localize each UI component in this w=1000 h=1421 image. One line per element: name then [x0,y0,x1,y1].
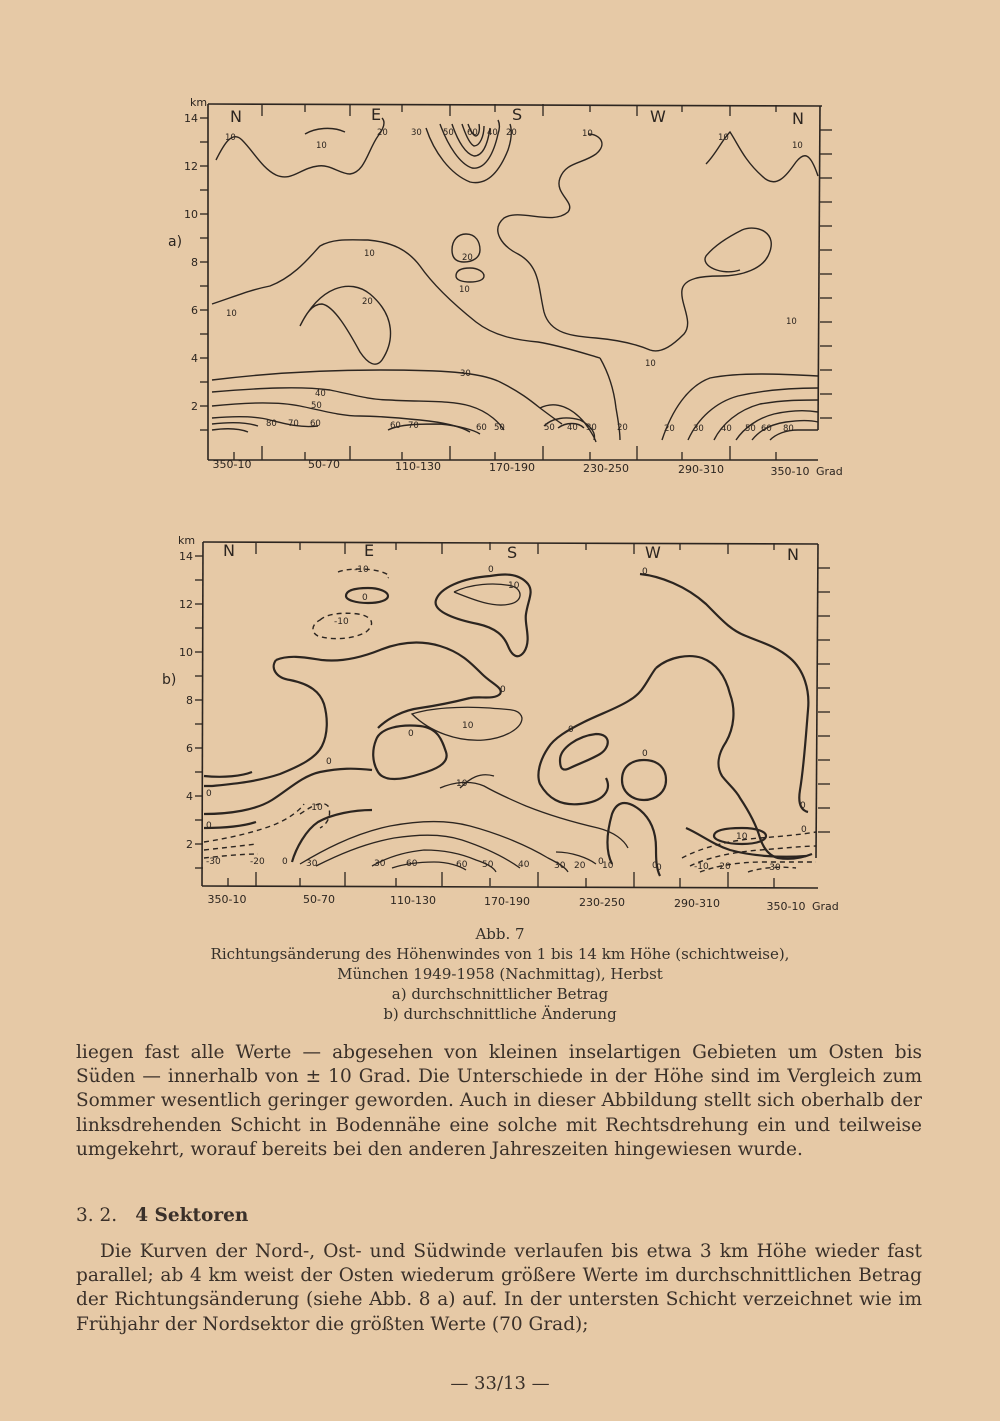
y-tick-labels-b [179,550,193,851]
svg-text:10: 10 [645,359,656,369]
caption-line-2: München 1949-1958 (Nachmittag), Herbst [337,965,663,983]
svg-text:0: 0 [642,567,648,577]
svg-text:10: 10 [736,832,748,842]
svg-text:30: 30 [586,423,597,433]
svg-text:-30: -30 [206,857,221,867]
svg-text:S: S [507,543,518,562]
grad-label-a: Grad [816,465,843,478]
contour-chart-a [0,90,1000,490]
svg-text:20: 20 [574,861,586,871]
y-tick-marks-a [200,118,208,430]
caption-line-3: a) durchschnittlicher Betrag [391,985,609,1003]
svg-text:350-10: 350-10 [212,458,252,471]
svg-text:30: 30 [460,369,471,379]
contour-value-labels-b [206,565,807,873]
caption-number: Abb. 7 [475,925,525,943]
svg-text:N: N [792,109,804,128]
svg-text:50-70: 50-70 [303,893,335,906]
svg-text:10: 10 [582,129,593,139]
svg-text:350-10: 350-10 [770,465,810,478]
svg-text:W: W [650,107,666,126]
svg-text:30: 30 [693,424,704,434]
svg-text:110-130: 110-130 [395,460,441,473]
figure-caption [0,924,1000,1024]
svg-text:10: 10 [184,208,198,221]
svg-text:10: 10 [462,721,474,731]
svg-text:0: 0 [652,861,658,871]
svg-text:70: 70 [288,419,299,429]
x-tick-labels-a [213,458,810,478]
svg-text:14: 14 [179,550,193,563]
section-title: 4 Sektoren [135,1205,249,1226]
svg-text:N: N [223,541,235,560]
svg-text:10: 10 [226,309,237,319]
svg-text:10: 10 [364,249,375,259]
x-axis-b [202,886,818,888]
svg-text:290-310: 290-310 [678,463,724,476]
svg-text:0: 0 [801,825,807,835]
svg-text:50-70: 50-70 [308,458,340,471]
svg-text:N: N [787,545,799,564]
svg-text:60: 60 [476,423,487,433]
svg-text:40: 40 [518,860,530,870]
svg-text:170-190: 170-190 [489,461,535,474]
svg-text:10: 10 [786,317,797,327]
svg-text:N: N [230,107,242,126]
contour-lines-b [204,574,812,876]
svg-text:-20: -20 [716,862,731,872]
svg-text:0: 0 [800,801,806,811]
svg-text:110-130: 110-130 [390,894,436,907]
contour-chart-b [0,528,1000,920]
svg-text:10: 10 [316,141,327,151]
svg-text:60: 60 [310,419,321,429]
svg-text:4: 4 [191,352,198,365]
svg-text:0: 0 [206,821,212,831]
section-heading [76,1205,248,1226]
svg-text:70: 70 [408,421,419,431]
svg-text:80: 80 [783,424,794,434]
svg-text:-10: -10 [694,862,709,872]
svg-text:S: S [512,105,523,124]
svg-text:E: E [371,105,382,124]
svg-text:10: 10 [179,646,193,659]
figure-panel-b [0,528,1000,920]
paragraph-1: liegen fast alle Werte — abgesehen von kleinen inselartigen Gebieten um Osten bis Süden — innerhalb von ± 10 Grad. Die Unterschiede in der Höhe sind im Vergleich zum Sommer wesentlich geringer geworden. Auch in dieser Abbildung stellt sich oberhalb der linksdrehenden Schicht in Bodennähe eine solche mit Rechtsdrehung ein und teilweise umgekehrt, worauf bereits bei den anderen Jahreszeiten hingewiesen wurde. [76,1042,922,1160]
svg-text:20: 20 [617,423,628,433]
grad-label-b: Grad [812,900,839,913]
svg-text:230-250: 230-250 [583,462,629,475]
svg-text:80: 80 [266,419,277,429]
svg-text:30: 30 [411,128,422,138]
svg-text:W: W [645,543,661,562]
svg-text:50: 50 [745,424,756,434]
right-tick-marks-a [820,130,832,418]
negative-contour-lines-b [204,569,816,872]
svg-text:0: 0 [282,857,288,867]
svg-text:10: 10 [456,779,468,789]
svg-text:60: 60 [467,128,478,138]
svg-text:10: 10 [602,861,614,871]
page-number: — 33/13 — [450,1373,550,1394]
svg-text:-10: -10 [334,617,349,627]
svg-text:10: 10 [792,141,803,151]
right-tick-marks-b [818,568,830,832]
svg-text:0: 0 [656,863,662,873]
x-tick-labels-b [208,893,806,913]
svg-text:20: 20 [377,128,388,138]
svg-text:0: 0 [326,757,332,767]
svg-text:0: 0 [568,725,574,735]
panel-letter-b: b) [162,672,177,688]
panel-letter-a: a) [168,234,183,250]
svg-text:8: 8 [186,694,193,707]
svg-text:0: 0 [598,857,604,867]
svg-text:0: 0 [500,685,506,695]
svg-text:8: 8 [191,256,198,269]
y-tick-labels-a [184,112,198,413]
svg-text:50: 50 [443,128,454,138]
svg-text:-10: -10 [354,565,369,575]
svg-text:50: 50 [482,860,494,870]
caption-line-4: b) durchschnittliche Änderung [383,1005,617,1023]
svg-text:50: 50 [544,423,555,433]
figure-panel-a [0,90,1000,490]
svg-text:-20: -20 [250,857,265,867]
svg-text:20: 20 [664,424,675,434]
km-label-b: km [178,534,196,547]
svg-text:0: 0 [488,565,494,575]
svg-text:20: 20 [506,128,517,138]
svg-text:40: 40 [487,128,498,138]
caption-line-1: Richtungsänderung des Höhenwindes von 1 bis 14 km Höhe (schichtweise), [210,945,790,963]
svg-text:40: 40 [721,424,732,434]
svg-text:50: 50 [494,423,505,433]
svg-text:4: 4 [186,790,193,803]
svg-text:170-190: 170-190 [484,895,530,908]
svg-text:2: 2 [191,400,198,413]
svg-text:14: 14 [184,112,198,125]
svg-text:30: 30 [374,859,386,869]
svg-text:30: 30 [306,859,318,869]
svg-text:20: 20 [462,253,473,263]
svg-text:0: 0 [408,729,414,739]
svg-text:30: 30 [554,861,566,871]
svg-text:60: 60 [456,860,468,870]
right-frame-b [816,544,818,858]
svg-text:10: 10 [508,581,520,591]
contour-lines-a [212,118,818,442]
svg-text:2: 2 [186,838,193,851]
svg-text:290-310: 290-310 [674,897,720,910]
svg-text:-10: -10 [308,803,323,813]
svg-text:0: 0 [206,789,212,799]
y-axis-b [202,542,203,886]
svg-text:E: E [364,541,375,560]
svg-text:10: 10 [718,133,729,143]
svg-text:60: 60 [390,421,401,431]
svg-text:10: 10 [225,133,236,143]
svg-text:0: 0 [362,593,368,603]
svg-text:12: 12 [179,598,193,611]
km-label-a: km [190,96,208,109]
svg-text:40: 40 [567,423,578,433]
section-number: 3. 2. [76,1205,118,1226]
right-frame-a [818,106,820,430]
paragraph-2: Die Kurven der Nord-, Ost- und Südwinde verlaufen bis etwa 3 km Höhe wieder fast parallel; ab 4 km weist der Osten wiederum größere Werte im durchschnittlichen Betrag der Richtungsänderung (siehe Abb. 8 a) auf. In der untersten Schicht verzeichnet wie im Frühjahr der Nordsektor die größten Werte (70 Grad); [76,1241,922,1335]
svg-text:230-250: 230-250 [579,896,625,909]
direction-labels-a [230,105,804,128]
svg-text:60: 60 [406,859,418,869]
svg-text:0: 0 [642,749,648,759]
svg-text:-30: -30 [766,863,781,873]
svg-text:350-10: 350-10 [207,893,247,906]
svg-text:60: 60 [761,424,772,434]
svg-text:6: 6 [186,742,193,755]
svg-text:40: 40 [315,389,326,399]
svg-text:350-10: 350-10 [766,900,806,913]
svg-text:6: 6 [191,304,198,317]
svg-text:20: 20 [362,297,373,307]
svg-text:10: 10 [459,285,470,295]
svg-text:50: 50 [311,401,322,411]
svg-text:12: 12 [184,160,198,173]
